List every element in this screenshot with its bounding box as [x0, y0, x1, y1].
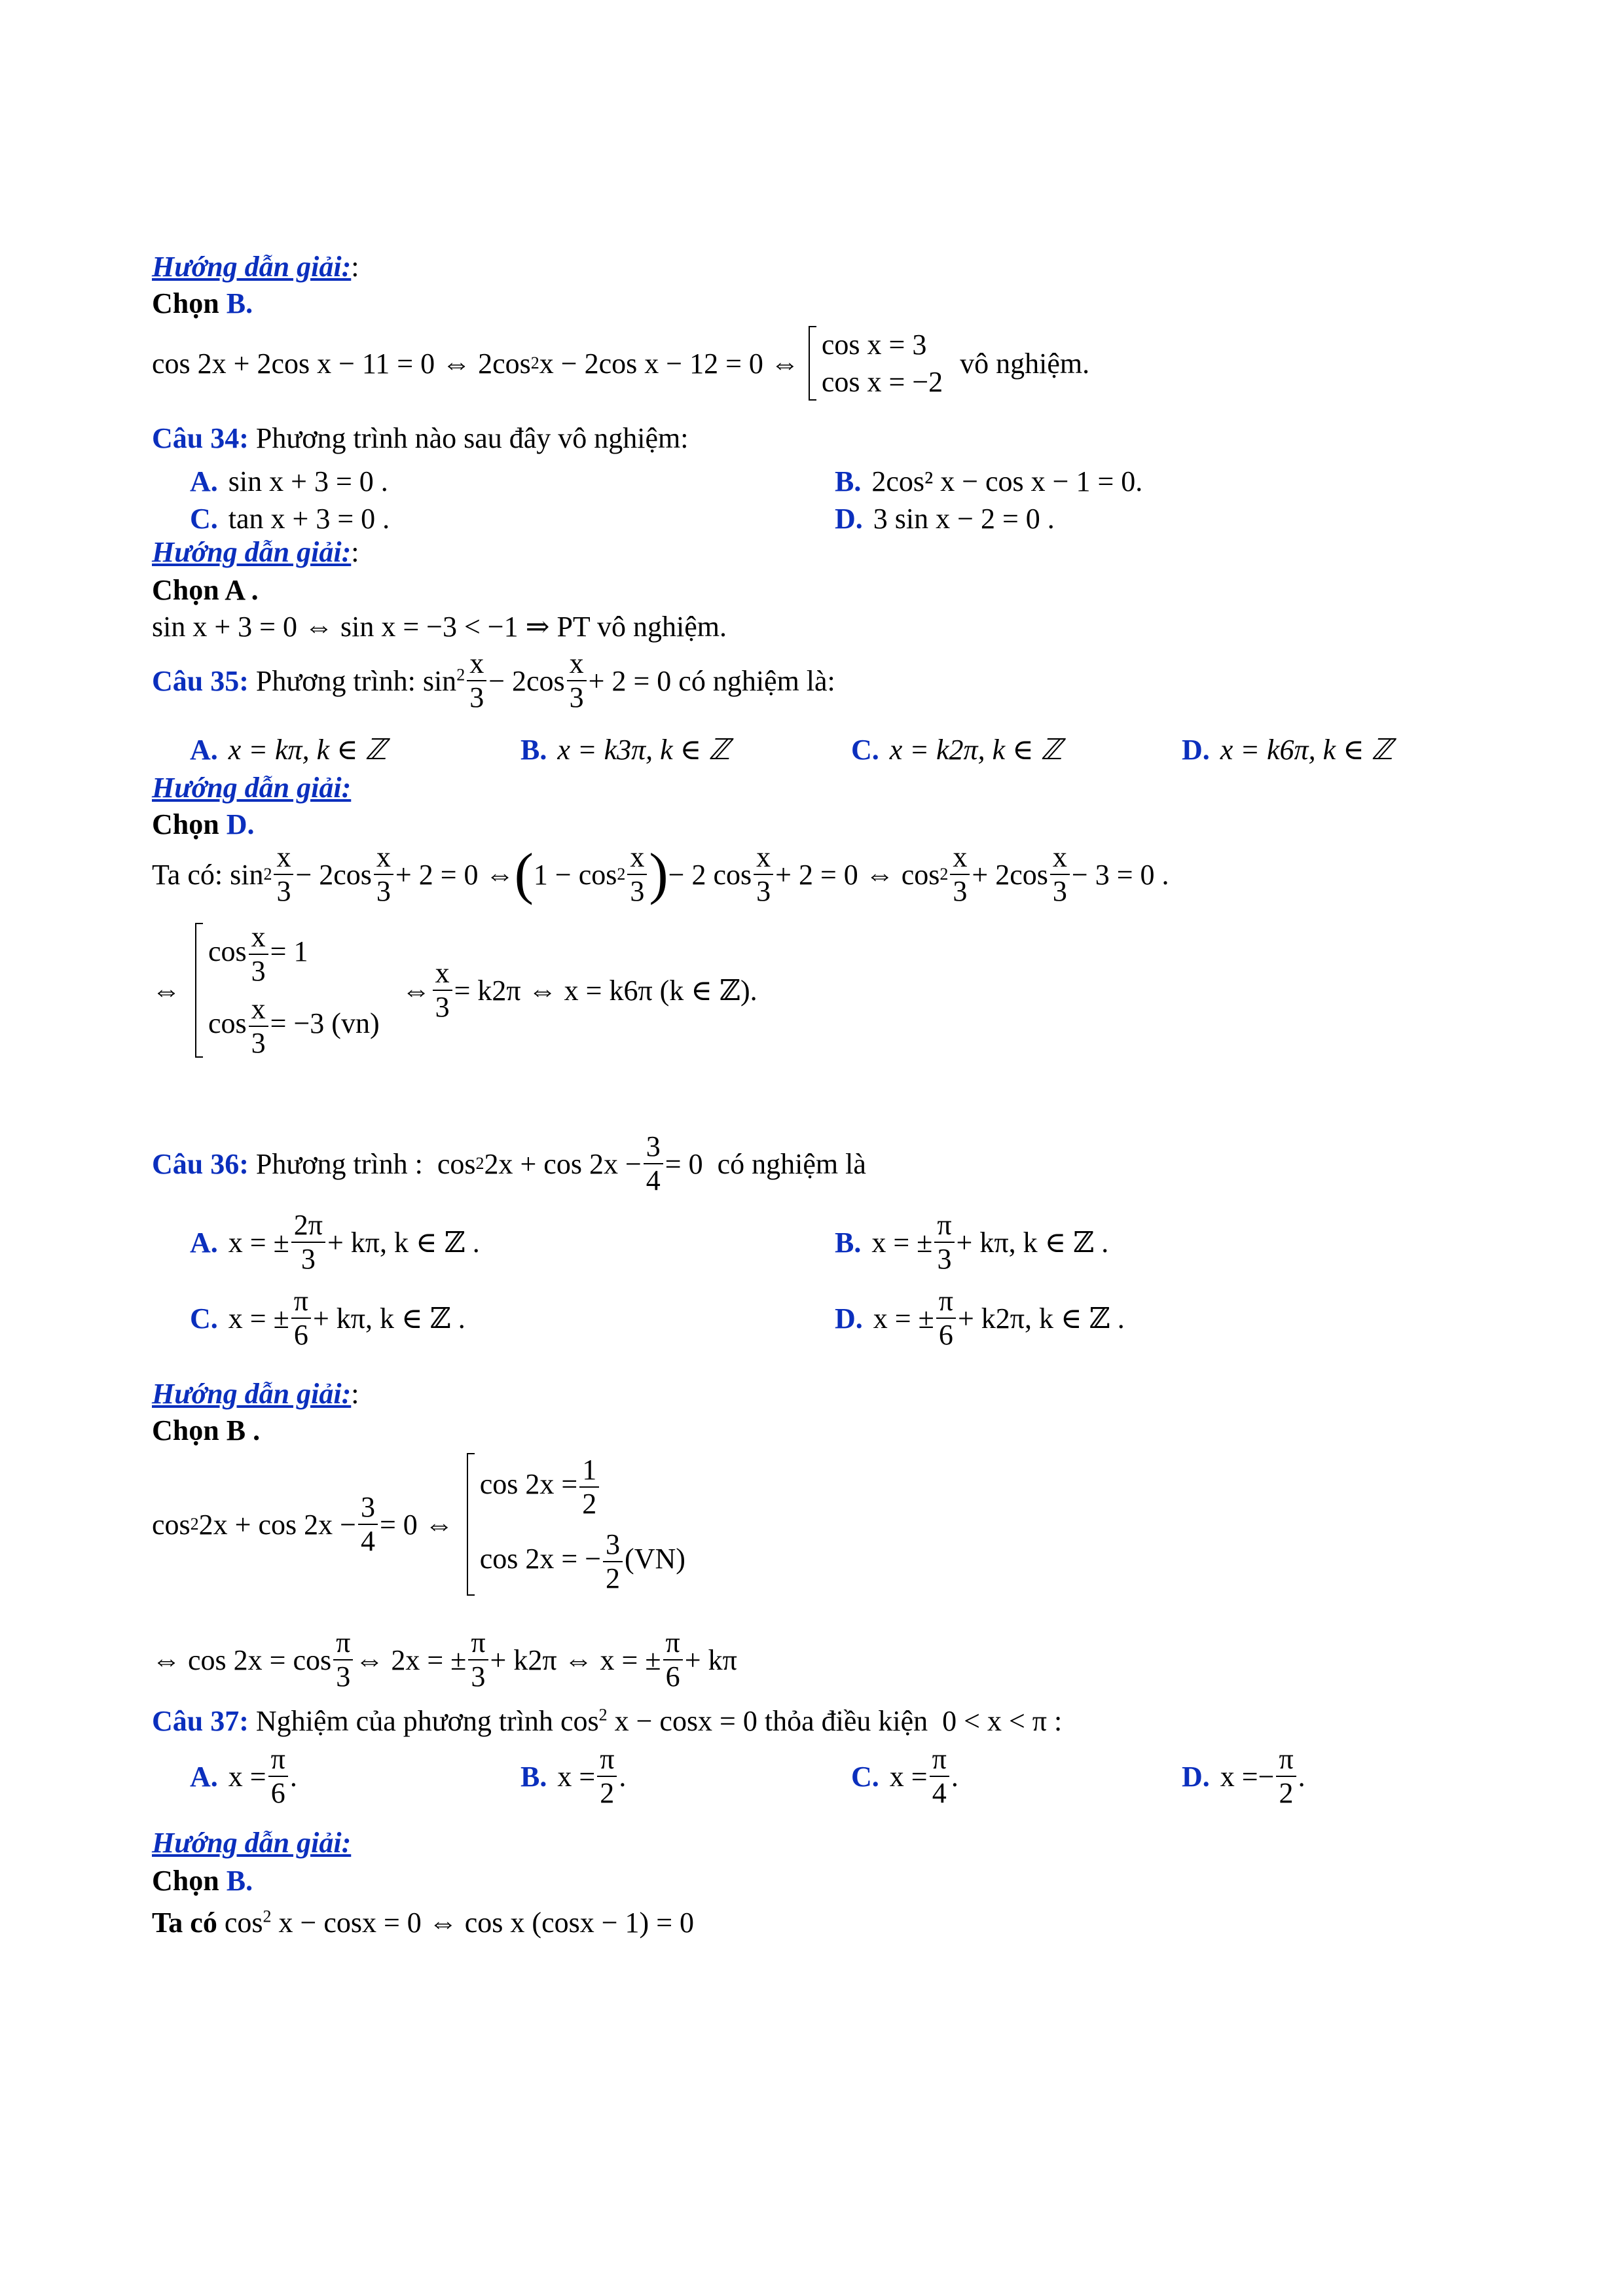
option-b: B. x = $\frac{\pi}{2}$ .	[520, 1743, 627, 1809]
option-a: A. x = ± $\frac{2\pi}{3}$ + kπ, k ∈ ℤ .	[190, 1209, 480, 1275]
q35-derivation: Ta có: sin 2 $\frac{x}{3}$ − 2cos $\frac{x}{3}$ + 2 = 0 ⇔ ( 1 − cos 2 $\frac{x}{3}$ ) − 2 cos $\frac{x}{3}$ + 2 = 0 ⇔ cos 2 $\frac{x}{3}$ + 2cos $\frac{x}{3}$ − 3 = 0 .	[152, 841, 1169, 907]
guide-heading: Hướng dẫn giải:	[152, 772, 352, 804]
guide-heading: Hướng dẫn giải:	[152, 1827, 352, 1859]
q35-options	[190, 732, 1480, 768]
question-37: Câu 37: Nghiệm của phương trình $\cos^2 x - \cos x = 0$ thỏa điều kiện 0 < x < π :	[152, 1705, 1063, 1737]
q36-derivation: cos 2 2x + cos 2x − $\frac{3}{4}$ = 0 ⇔ cos 2x = $\frac{1}{2}$ cos 2x = − $\frac{3}{2}$ (VN)	[152, 1454, 685, 1594]
answer-line: Chọn B .	[152, 1414, 261, 1446]
answer-line: Chọn B.	[152, 1865, 253, 1897]
question-34: Câu 34: Phương trình nào sau đây vô nghiệm:	[152, 422, 689, 454]
answer-line: Chọn B.	[152, 287, 253, 319]
q33-equation: cos 2x + 2cos x − 11 = 0 ⇔ 2cos 2 x − 2cos x − 12 = 0 ⇔ cos x = 3 cos x = −2 vô nghiệm.	[152, 326, 1089, 401]
guide-heading: Hướng dẫn giải::	[152, 1378, 359, 1410]
option-c: C. x = k2π, k ∈ ℤ	[851, 734, 1063, 766]
option-c: C. x = $\frac{\pi}{4}$ .	[851, 1743, 958, 1809]
q37-solution: Ta có $\cos^2 x - \cos x = 0$ ⇔ cos x (cosx − 1) = 0	[152, 1907, 695, 1939]
case-bracket: cos x = 3 cos x = −2	[809, 326, 943, 401]
option-b: B. 2cos² x − cos x − 1 = 0.	[835, 465, 1143, 497]
q35-cases: ⇔ cos $\frac{x}{3}$ = 1 cos $\frac{x}{3}$ = −3 (vn) ⇔ $\frac{x}{3}$ = k2π ⇔ x = k6π (k ∈ ℤ).	[152, 921, 757, 1059]
option-c: C. tan x + 3 = 0 .	[190, 503, 390, 535]
q37-options	[190, 1745, 1480, 1808]
question-35: Câu 35: Phương trình: $\sin^2$ $\frac{x}{3}$ − 2cos $\frac{x}{3}$ + 2 = 0 có nghiệm là:	[152, 647, 835, 713]
option-d: D. 3 sin x − 2 = 0 .	[835, 503, 1055, 535]
option-a: A. x = $\frac{\pi}{6}$ .	[190, 1743, 297, 1809]
q34-solution: sin x + 3 = 0 ⇔ sin x = −3 < −1 ⇒ PT vô nghiệm.	[152, 611, 727, 643]
option-c: C. x = ± $\frac{\pi}{6}$ + kπ, k ∈ ℤ .	[190, 1285, 465, 1351]
question-36: Câu 36: Phương trình : cos 2 2x + cos 2x − $\frac{3}{4}$ = 0 có nghiệm là	[152, 1130, 866, 1196]
option-b: B. x = ± $\frac{\pi}{3}$ + kπ, k ∈ ℤ .	[835, 1209, 1109, 1275]
answer-line: Chọn A .	[152, 574, 259, 606]
q36-options	[190, 1211, 1480, 1350]
answer-line: Chọn D.	[152, 808, 255, 840]
option-d: D. x = − $\frac{\pi}{2}$ .	[1182, 1743, 1305, 1809]
option-a: A. sin x + 3 = 0 .	[190, 465, 388, 497]
q36-result: ⇔ cos 2x = cos $\frac{\pi}{3}$ ⇔ 2x = ± $\frac{\pi}{3}$ + k2π ⇔ x = ± $\frac{\pi}{6}$ + kπ	[152, 1626, 737, 1693]
option-d: D. x = ± $\frac{\pi}{6}$ + k2π, k ∈ ℤ .	[835, 1285, 1125, 1351]
option-b: B. x = k3π, k ∈ ℤ	[520, 734, 731, 766]
q34-options	[190, 463, 1480, 537]
guide-heading: Hướng dẫn giải::	[152, 251, 359, 283]
guide-label: Hướng dẫn giải:	[152, 251, 352, 283]
option-d: D. x = k6π, k ∈ ℤ	[1182, 734, 1393, 766]
option-a: A. x = kπ, k ∈ ℤ	[190, 734, 387, 766]
guide-heading: Hướng dẫn giải::	[152, 536, 359, 568]
